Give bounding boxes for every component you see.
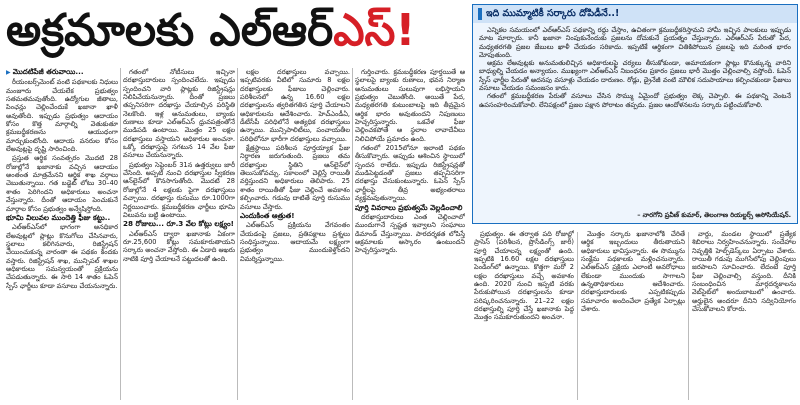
article-column-1 [6,68,118,400]
continuation-marker: ▶ మొదటిపేజీ తరువాయి... [6,68,118,77]
bar-marker-icon [478,8,482,20]
headline [6,2,476,60]
column-divider [352,68,353,400]
paragraph: అక్రమ లేఅవుట్లకు అనుమతులిచ్చిన అధికారులపై చర్యలు తీసుకోకుండా, అమాయకంగా ప్లాట్లు కొనుక్కున్న వారిని బాధ్యుల్ని చేయడం అన్యాయం. ముఖ్యంగా ఎల్‌ఆర్‌ఎస్‌ నిబంధనల ప్రకారం ప్రజలు భారీ మొత్తం చెల్లించాల్సి వస్తోంది. ఓపెన్‌ స్పేస్‌ ఛార్జీల పేరుతో అదనపు వసూళ్లు చేయడం దారుణం. రోడ్లు, డ్రైనేజీ వంటి మౌలిక సదుపాయాలు కల్పించకుండా ఫీజులు వసూలు చేయడం సమంజసం కాదు. [479,59,791,93]
paragraph: ప్రస్తుత ఆర్థిక సంవత్సరం మొదటి 28 రోజుల్లోనే ఖజానాకు వచ్చిన ఆదాయం అంతంత మాత్రమేనని ఆర్థిక శాఖ వర్గాలు చెబుతున్నాయి. గత బడ్జెట్‌ లోటు 30–40 శాతం పెరిగిందని అధికారులు అంచనా వేస్తున్నారు. దీంతో ఆదాయం పెంచుకునే మార్గాల కోసం ప్రభుత్వం అన్వేషిస్తోంది. [6,154,118,213]
article-column-4 [355,68,465,400]
opinion-box-title: ఇది ముమ్మాటికీ సర్కారు దోపిడీనే..! [486,8,620,19]
paragraph: ప్రభుత్వం. ఈ తర్వాత పది రోజుల్లో ప్రాసెస్‌ (పరిశీలన, ప్రొసీడింగ్స్‌ జారీ) పూర్తి చేయాలన్న లక్ష్యంతో ఉంది. ఇప్పటికి 16.60 లక్షల దరఖాస్తులు పెండింగ్‌లో ఉన్నాయి. కొత్తగా మరో 2 లక్షల దరఖాస్తులు వచ్చే అవకాశం ఉంది. 2020 నుంచి ఇప్పటి వరకు పేరుకుపోయిన దరఖాస్తులను కూడా పరిష్కరించనున్నారు. 21–22 లక్షల దరఖాస్తుల్ని పూర్తి చేస్తే ఖజానాకు పెద్ద మొత్తం సమకూరుతుందని అంచనా. [474,230,574,322]
opinion-box-body [479,26,791,214]
paragraph: లక్షల దరఖాస్తులు వచ్చాయి. ఇప్పటివరకు వీటిలో సుమారు 8 లక్షల దరఖాస్తులకు ఫీజులు చెల్లించారు. పరిశీలనలో ఉన్న 16.60 లక్షల దరఖాస్తులను త్వరితగతిన పూర్తి చేయాలని అధికారులను ఆదేశించారు. హెచ్‌ఎండీఏ, డీటీసీపీ పరిధిలోనే అత్యధిక దరఖాస్తులు ఉన్నాయి. మున్సిపాలిటీలు, పంచాయతీల పరిధిలోనూ భారీగా దరఖాస్తులు వచ్చాయి. [240,68,350,143]
subheading: భూమి విలువల ముందెత్తి ఫీజు కట్టు.. [6,212,111,222]
column-divider [120,68,121,400]
paragraph: మొత్తం సర్కారు ఖజానాలోకి చేరితే ఆర్థిక ఇబ్బందులు తీరుతాయని అధికారులు భావిస్తున్నారు. ఈ సొమ్మును సంక్షేమ పథకాలకు మళ్లించనున్నారు. ఎల్‌ఆర్‌ఎస్‌ ప్రక్రియ ఎలాంటి అవరోధాలు లేకుండా ముందుకు సాగాలని ఉన్నతాధికారులు ఆదేశించారు. దరఖాస్తుదారులకు ఎప్పటికప్పుడు సమాచారం అందించేలా ప్రత్యేక ఏర్పాట్లు చేశారు. [581,230,685,314]
subheading: ఎందుకింత ఆత్రుత! [240,210,295,220]
opinion-box-header [473,5,797,23]
paragraph: గతంలో నోటీసులు ఇచ్చినా దరఖాస్తుదారులు స్పందించలేదు. ఇప్పుడు స్పందించని వారి ప్లాట్లకు రిజిస్ట్రేషన్లు నిలిపివేయనున్నారు. దీంతో ప్రజలు తప్పనిసరిగా దరఖాస్తు చేయాల్సిన పరిస్థితి నెలకొంది. ఇళ్ల అనుమతులు, బ్యాంకు రుణాలు కూడా ఎల్‌ఆర్‌ఎస్‌ ధ్రువపత్రంతోనే ముడిపడి ఉంటాయి. మొత్తం 25 లక్షల దరఖాస్తులు వస్తాయని అధికారుల అంచనా. ఒక్కో దరఖాస్తుపై సగటున 14 వేల ఫీజు వసూలు చేయనున్నారు. [123,68,235,160]
paragraph: గతంలో క్రమబద్ధీకరణ పేరుతో వసూలు చేసిన సొమ్ము ఏమైందో ప్రభుత్వం లెక్క చెప్పాలి. ఈ పథకాన్ని వెంటనే ఉపసంహరించుకోవాలి. లేనిపక్షంలో ప్రజల పక్షాన పోరాటం తప్పదు. ప్రజల ఆందోళనలను సర్కారు పట్టించుకోవాలి. [479,92,791,109]
subheading: పూర్తి వివరాలు ప్రభుత్వమే వెల్లడించాలి [355,202,463,212]
subheading: 28 రోజులు... రూ.3 వేల కోట్లు లక్ష్యం! [123,219,234,229]
article-column-7 [692,230,796,402]
paragraph: గుర్తించారు. క్రమబద్ధీకరణ పూర్తయితే ఆ స్థలాలపై బ్యాంకు రుణాలు, భవన నిర్మాణ అనుమతులు సులువుగా లభిస్తాయని ప్రభుత్వం చెబుతోంది. అయితే పేద, మధ్యతరగతి కుటుంబాలపై ఇది తీవ్రమైన ఆర్థిక భారం అవుతుందని నిపుణులు హెచ్చరిస్తున్నారు. ఒకవేళ ఫీజు చెల్లించకపోతే ఆ స్థలాల లావాదేవీలు నిలిచిపోయే ప్రమాదం ఉంది. [355,68,465,143]
column-divider [237,68,238,400]
paragraph: ఎల్‌ఆర్‌ఎస్‌ ప్రక్రియను వేగవంతం చేయడంపై ప్రజలు, ప్రతిపక్షాలు ప్రశ్నలు సంధిస్తున్నాయి. ఆదాయమే లక్ష్యంగా ప్రభుత్వం ముందుకెళ్తోందని విమర్శిస్తున్నాయి. [240,221,350,263]
paragraph: ఎన్నికల సమయంలో ఎల్‌ఆర్‌ఎస్‌ పథకాన్ని రద్దు చేస్తాం, ఉచితంగా క్రమబద్ధీకరిస్తామని హామీ ఇచ్చిన పాలకులు ఇప్పుడు మాట మార్చారు. కానీ ఖజానా నింపుకునేందుకు ప్రజలను దోచుకునే ప్రయత్నం చేస్తున్నారు. ఎల్‌ఆర్‌ఎస్‌ పేరుతో పేద, మధ్యతరగతి ప్రజల జేబులు ఖాళీ చేయడం సరికాదు. ఇప్పటికే ఆర్థికంగా చితికిపోయిన ప్రజలపై ఇది మరింత భారం మోపుతుంది. [479,26,791,59]
paragraph: రీయంబర్స్‌మెంట్‌ వంటి పథకాలకు నిధులు మంజూరు చేయలేక ప్రభుత్వం సతమతమవుతోంది. ఉద్యోగుల జీతాలు, పింఛన్లు చెల్లించేందుకే ఖజానా ఖాళీ అవుతోంది. ఇప్పుడు ప్రభుత్వం ఆదాయం కోసం కొత్త మార్గాల్ని వెతుకుతూ క్రమబద్ధీకరణను ఆయుధంగా మార్చుకుంటోంది. ఆదాయ వనరుల కోసం లేఅవుట్లపై దృష్టి సారించింది. [6,78,118,154]
paragraph: ఎల్‌ఆర్‌ఎస్‌లో భాగంగా అనధికార లేఅవుట్లలో ప్లాట్లు కొనుగోలు చేసినవారు, స్థలాలు కలిగినవారు, రిజిస్ట్రేషన్‌ చేయించుకున్న వారంతా ఈ పథకం కిందకు వస్తారు. రిజిస్ట్రేషన్‌ శాఖ, మున్సిపల్‌ శాఖల అధికారులు సమన్వయంతో ప్రక్రియను చేపడుతున్నారు. ఈ సారి 14 శాతం ఓపెన్‌ స్పేస్‌ ఛార్జీలు కూడా వసూలు చేయనున్నారు. [6,223,118,290]
paragraph: క్షేత్రస్థాయి పరిశీలన పూర్తయ్యాక ఫీజు నిర్ధారణ జరుగుతుంది. ప్రజలు తమ దరఖాస్తుల స్థితిని ఆన్‌లైన్‌లో తెలుసుకోవచ్చు. సకాలంలో చెల్లిస్తే రాయితీ వర్తిస్తుందని అధికారులు తెలిపారు. 25 శాతం రాయితీతో ఫీజు చెల్లించే అవకాశం కల్పించారు. గడువు దాటితే పూర్తి రుసుము వసూలు చేస్తారు. [240,144,350,211]
article-column-5 [474,230,574,402]
article-column-2 [123,68,235,400]
article-column-6 [581,230,685,402]
headline-main: అక్రమాలకు ఎల్‌ఆర్‌ [6,5,334,56]
paragraph: వార్డు, మండల స్థాయిలో ప్రత్యేక శిబిరాలు నిర్వహించనున్నారు. సందేహాల నివృత్తికి హెల్ప్‌డెస్క్‌లు ఏర్పాటు చేశారు. రాయితీ గడువు ముగిసేలోపు చెల్లింపులు జరపాలని సూచించారు. లేదంటే పూర్తి ఫీజు చెల్లించాల్సి వస్తుంది. దీనికి సంబంధించిన మార్గదర్శకాలను వెబ్‌సైట్‌లో అందుబాటులో ఉంచారు. అర్హులైన అందరూ దీనిని సద్వినియోగం చేసుకోవాలని కోరారు. [692,230,796,314]
column-divider [577,232,578,400]
paragraph: దరఖాస్తుదారులు ఎంత చెల్లించాలో ముందుగానే స్పష్టత ఇవ్వాలని సంఘాలు డిమాండ్‌ చేస్తున్నాయి. పారదర్శకత లోపిస్తే అక్రమాలకు ఆస్కారం ఉంటుందని హెచ్చరిస్తున్నారు. [355,212,465,255]
paragraph: గతంలో 2015లోనూ ఇలాంటి పథకం తీసుకొచ్చారు. అప్పుడు ఆశించిన స్థాయిలో స్పందన రాలేదు. ఇప్పుడు రిజిస్ట్రేషన్లతో ముడిపెట్టడంతో ప్రజలు తప్పనిసరిగా దరఖాస్తు చేసుకుంటున్నారు. ఓపెన్‌ స్పేస్‌ ఛార్జీలపై తీవ్ర అభ్యంతరాలు వ్యక్తమవుతున్నాయి. [355,144,465,203]
paragraph: ఎల్‌ఆర్‌ఎస్‌ ద్వారా ఖజానాకు ఏకంగా రూ.25,600 కోట్లు సమకూరుతాయని సర్కారు అంచనా వేస్తోంది. ఈ ఏడాది ఆఖరు నాటికి పూర్తి చేయాలనే పట్టుదలతో ఉంది. [123,229,235,263]
article-column-3 [240,68,350,400]
column-divider [688,232,689,400]
opinion-box [472,4,798,224]
paragraph: ప్రభుత్వం సెప్టెంబర్‌ 31న ఉత్తర్వులు జారీ చేసింది. అప్పటి నుంచి దరఖాస్తుల స్వీకరణ ఆన్‌లైన్‌లో కొనసాగుతోంది. మొదటి 28 రోజుల్లోనే 4 లక్షలకు పైగా దరఖాస్తులు వచ్చాయి. దరఖాస్తు రుసుము రూ.1000గా నిర్ణయించారు. క్రమబద్ధీకరణ ఛార్జీలు భూమి విలువను బట్టి ఉంటాయి. [123,160,235,219]
opinion-byline: – నారగోని ప్రవీణ్‌ కుమార్‌, తెలంగాణ రియల్టర్స్‌ అసోసియేషన్‌. [637,211,791,219]
headline-accent: ఎస్‌! [333,5,416,56]
